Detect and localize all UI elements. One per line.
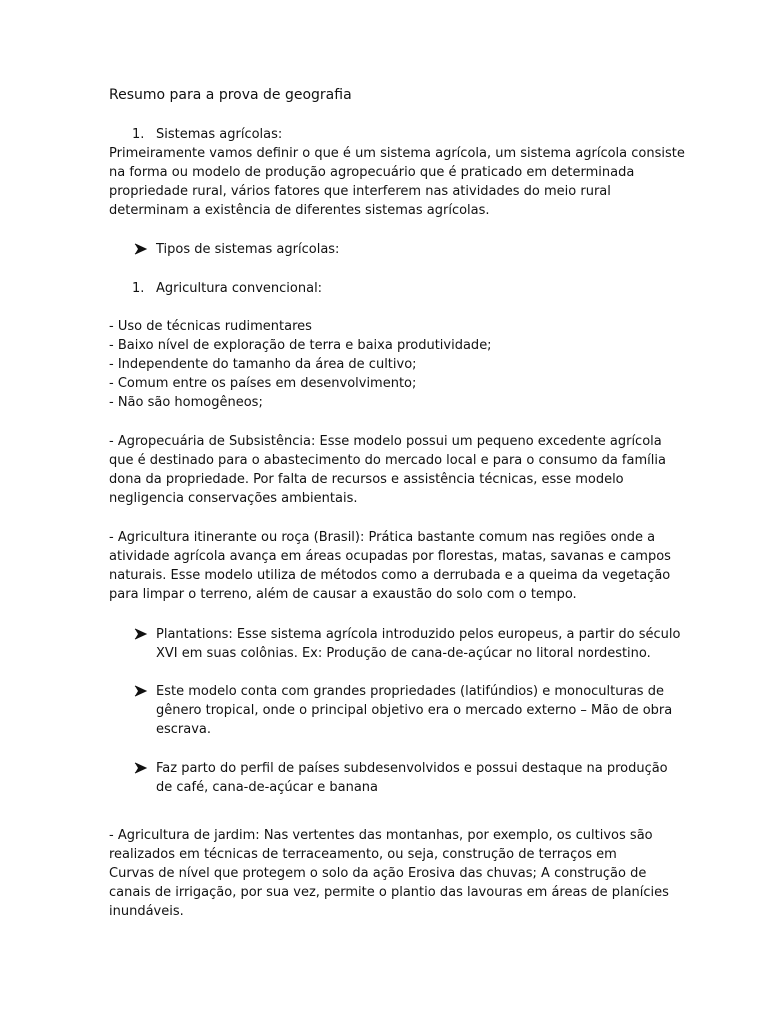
list-item: - Não são homogêneos; bbox=[109, 395, 263, 410]
paragraph-line: atividade agrícola avança em áreas ocupadas por florestas, matas, savanas e campos bbox=[109, 549, 671, 564]
paragraph-line: negligencia conservações ambientais. bbox=[109, 491, 358, 506]
bullet-line: XVI em suas colônias. Ex: Produção de cana-de-açúcar no litoral nordestino. bbox=[156, 646, 651, 661]
subsection-heading: Agricultura convencional: bbox=[156, 281, 323, 296]
paragraph-line: que é destinado para o abastecimento do mercado local e para o consumo da família bbox=[109, 453, 666, 468]
paragraph-line: propriedade rural, vários fatores que interferem nas atividades do meio rural bbox=[109, 184, 611, 199]
arrow-bullet-icon bbox=[134, 762, 148, 774]
list-item: - Baixo nível de exploração de terra e baixa produtividade; bbox=[109, 338, 492, 353]
paragraph-line: canais de irrigação, por sua vez, permite o plantio das lavouras em áreas de planícies bbox=[109, 885, 669, 900]
paragraph-line: - Agricultura itinerante ou roça (Brasil): Prática bastante comum nas regiões onde a bbox=[109, 530, 656, 545]
bullet-line: escrava. bbox=[156, 722, 212, 737]
bullet-line: gênero tropical, onde o principal objetivo era o mercado externo – Mão de obra bbox=[156, 703, 673, 718]
types-heading: Tipos de sistemas agrícolas: bbox=[156, 242, 340, 257]
paragraph-line: naturais. Esse modelo utiliza de métodos como a derrubada e a queima da vegetação bbox=[109, 568, 671, 583]
subsection-number: 1. bbox=[132, 281, 145, 296]
document-title: Resumo para a prova de geografia bbox=[109, 87, 352, 103]
bullet-line: Faz parto do perfil de países subdesenvolvidos e possui destaque na produção bbox=[156, 761, 668, 776]
paragraph-line: Curvas de nível que protegem o solo da ação Erosiva das chuvas; A construção de bbox=[109, 866, 647, 881]
paragraph-line: determinam a existência de diferentes sistemas agrícolas. bbox=[109, 203, 490, 218]
paragraph-line: para limpar o terreno, além de causar a exaustão do solo com o tempo. bbox=[109, 587, 577, 602]
list-item: - Uso de técnicas rudimentares bbox=[109, 319, 312, 334]
paragraph-line: Primeiramente vamos definir o que é um sistema agrícola, um sistema agrícola consiste bbox=[109, 146, 685, 161]
paragraph-line: dona da propriedade. Por falta de recursos e assistência técnicas, esse modelo bbox=[109, 472, 624, 487]
bullet-line: de café, cana-de-açúcar e banana bbox=[156, 780, 378, 795]
arrow-bullet-icon bbox=[134, 685, 148, 697]
bullet-line: Plantations: Esse sistema agrícola introduzido pelos europeus, a partir do século bbox=[156, 627, 681, 642]
arrow-bullet-icon bbox=[134, 243, 148, 255]
paragraph-line: realizados em técnicas de terraceamento, ou seja, construção de terraços em bbox=[109, 847, 617, 862]
arrow-bullet-icon bbox=[134, 628, 148, 640]
section-heading: Sistemas agrícolas: bbox=[156, 127, 283, 142]
paragraph-line: - Agropecuária de Subsistência: Esse modelo possui um pequeno excedente agrícola bbox=[109, 434, 662, 449]
list-item: - Comum entre os países em desenvolvimento; bbox=[109, 376, 417, 391]
list-item: - Independente do tamanho da área de cultivo; bbox=[109, 357, 417, 372]
bullet-line: Este modelo conta com grandes propriedades (latifúndios) e monoculturas de bbox=[156, 684, 664, 699]
paragraph-line: - Agricultura de jardim: Nas vertentes das montanhas, por exemplo, os cultivos são bbox=[109, 828, 653, 843]
paragraph-line: inundáveis. bbox=[109, 904, 184, 919]
section-number: 1. bbox=[132, 127, 145, 142]
paragraph-line: na forma ou modelo de produção agropecuário que é praticado em determinada bbox=[109, 165, 635, 180]
